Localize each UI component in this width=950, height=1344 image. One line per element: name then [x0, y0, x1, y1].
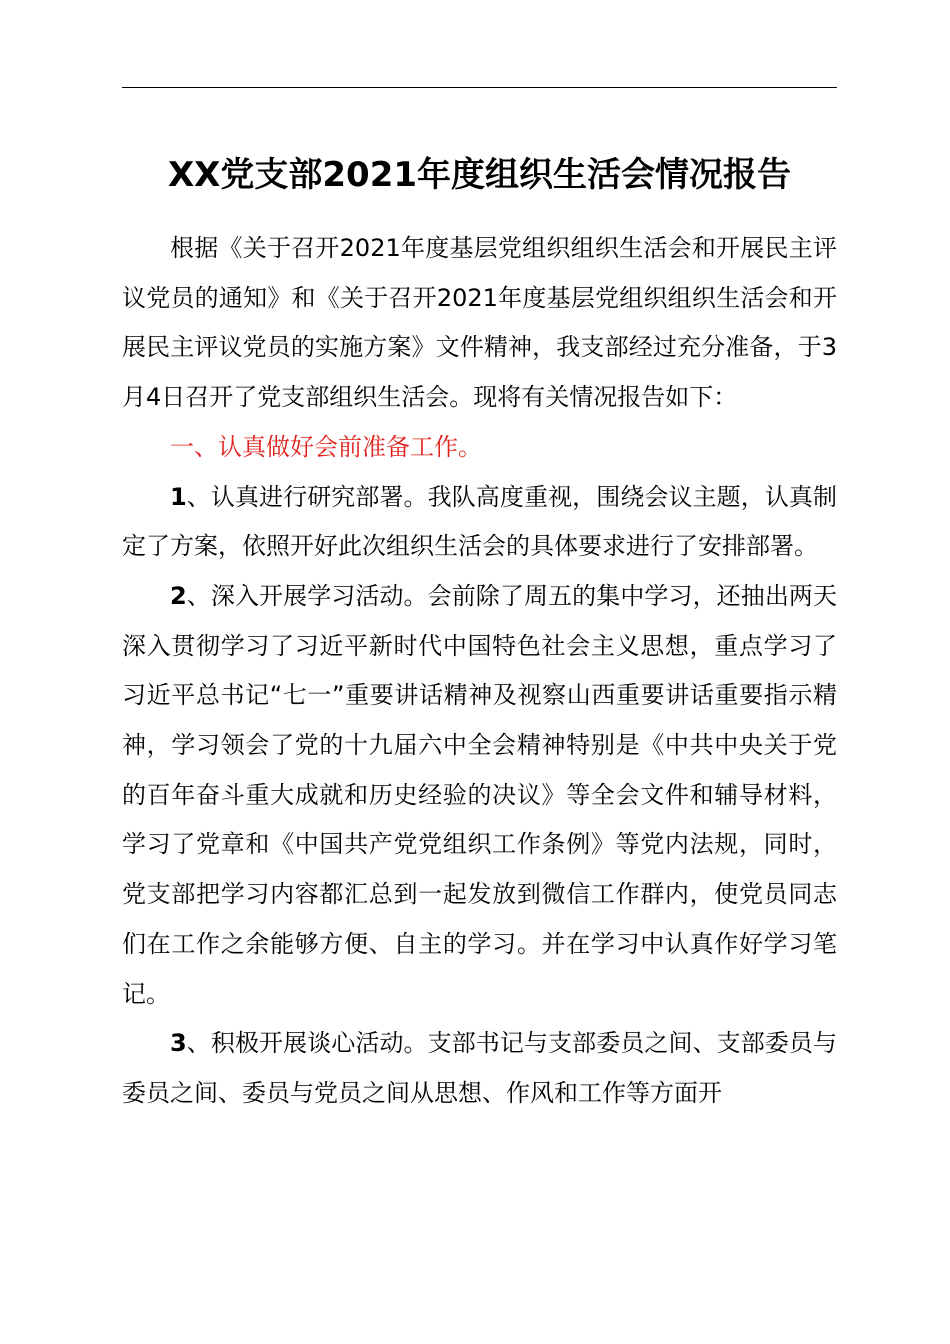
document-body: [122, 224, 837, 1119]
item-text: 、深入开展学习活动。会前除了周五的集中学习，还抽出两天深入贯彻学习了习近平新时代中国特色社会主义思想，重点学习了习近平总书记“七一”重要讲话精神及视察山西重要讲话重要指示精神，学习领会了党的十九届六中全会精神特别是《中共中央关于党的百年奋斗重大成就和历史经验的决议》等全会文件和辅导材料，学习了党章和《中国共产党党组织工作条例》等党内法规，同时，党支部把学习内容都汇总到一起发放到微信工作群内，使党员同志们在工作之余能够方便、自主的学习。并在学习中认真作好学习笔记。: [122, 581, 837, 1008]
item-number: 1: [170, 482, 187, 511]
item-text: 、认真进行研究部署。我队高度重视，围绕会议主题，认真制定了方案，依照开好此次组织生活会的具体要求进行了安排部署。: [122, 482, 837, 561]
item-number: 3: [170, 1029, 187, 1058]
intro-paragraph: 根据《关于召开2021年度基层党组织组织生活会和开展民主评议党员的通知》和《关于召开2021年度基层党组织组织生活会和开展民主评议党员的实施方案》文件精神，我支部经过充分准备，于3月4日召开了党支部组织生活会。现将有关情况报告如下：: [122, 234, 837, 412]
header-rule: [122, 87, 837, 88]
list-item: [122, 572, 837, 1019]
item-number: 2: [170, 581, 187, 610]
document-title: XX党支部2021年度组织生活会情况报告: [167, 155, 792, 195]
list-item: [122, 473, 837, 572]
section-heading: 一、认真做好会前准备工作。: [170, 432, 482, 461]
list-item: [122, 1019, 837, 1118]
item-text: 、积极开展谈心活动。支部书记与支部委员之间、支部委员与委员之间、委员与党员之间从思想、作风和工作等方面开: [122, 1029, 837, 1107]
